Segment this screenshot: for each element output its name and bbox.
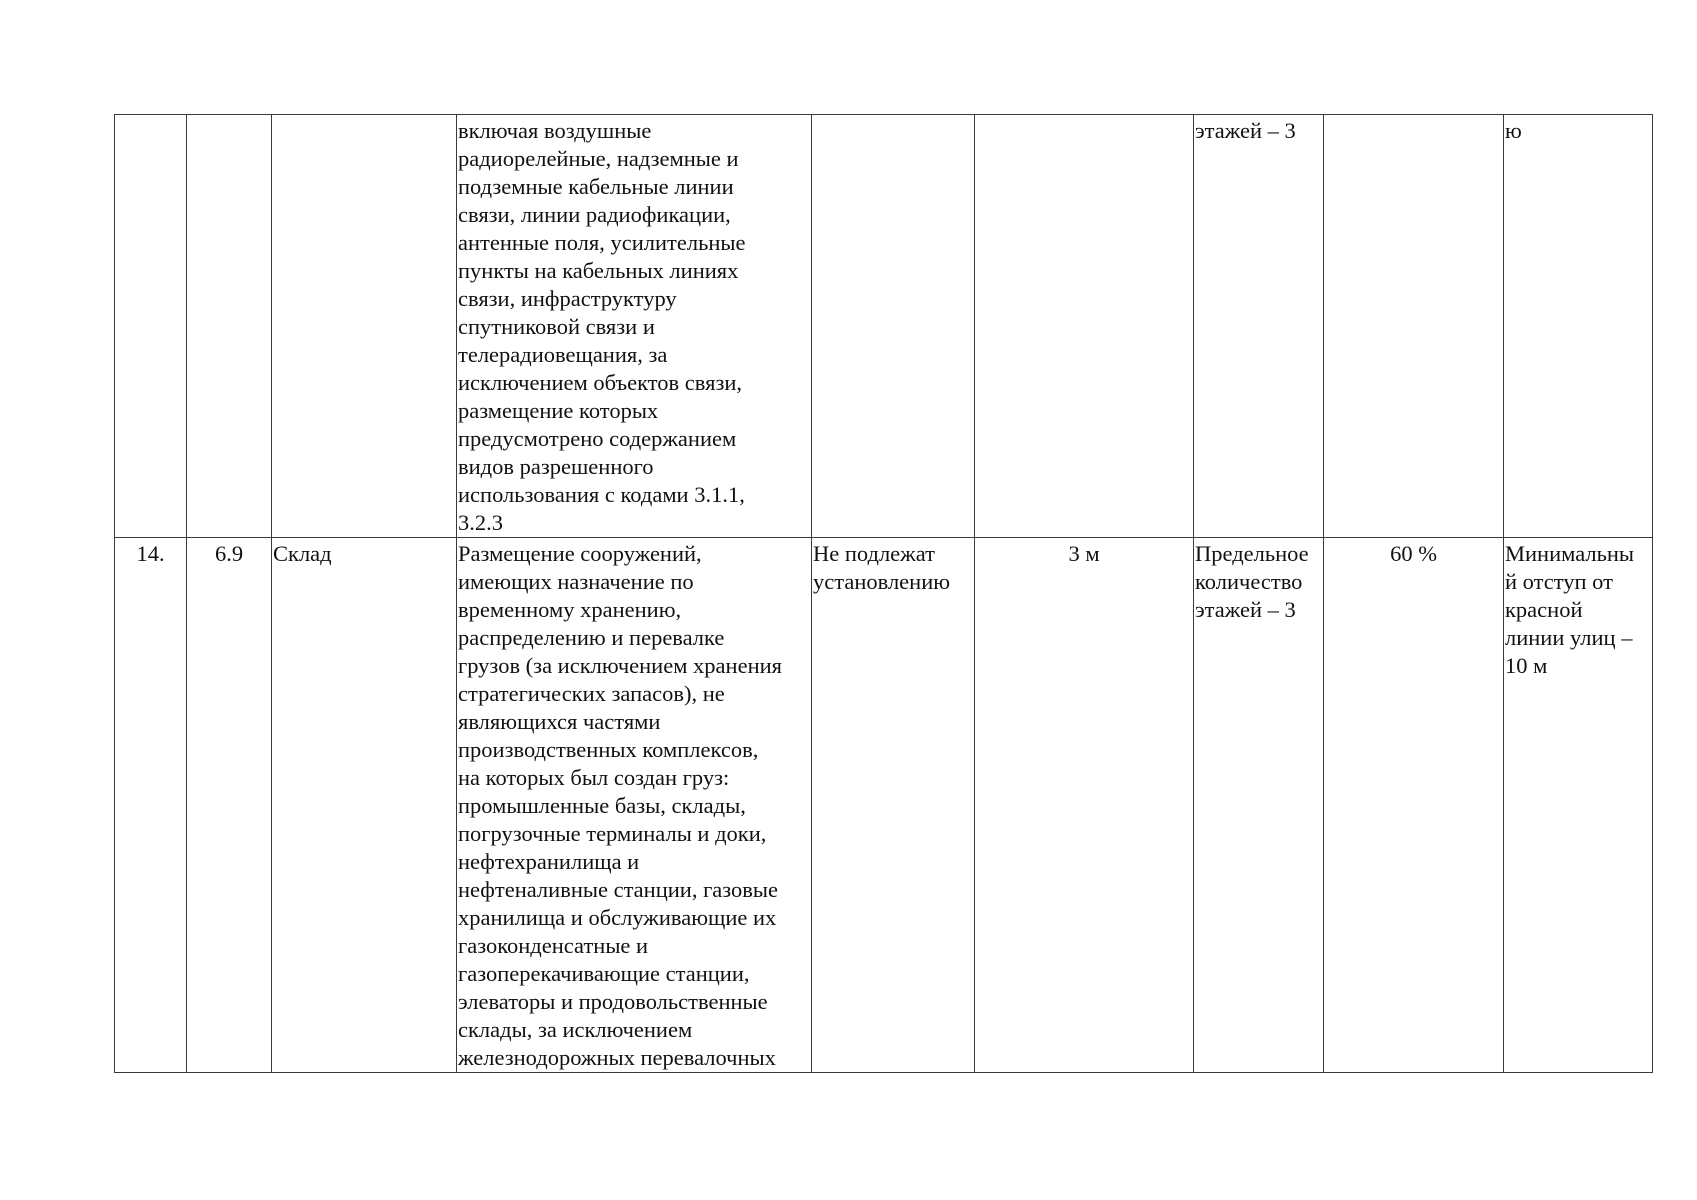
- cell-number: 14.: [115, 538, 187, 1073]
- cell-other-restrictions: Минимальны й отступ от красной линии улиц – 10 м: [1504, 538, 1653, 1073]
- cell-min-area: [812, 115, 975, 538]
- cell-use-code: [187, 115, 272, 538]
- cell-use-code: 6.9: [187, 538, 272, 1073]
- cell-setback: 3 м: [975, 538, 1194, 1073]
- cell-floors: Предельное количество этажей – 3: [1194, 538, 1324, 1073]
- cell-min-area: Не подлежат установлению: [812, 538, 975, 1073]
- cell-number: [115, 115, 187, 538]
- zoning-regulations-table: [114, 114, 1653, 1073]
- cell-floors: этажей – 3: [1194, 115, 1324, 538]
- cell-use-description: включая воздушные радиорелейные, надземные и подземные кабельные линии связи, линии радиофикации, антенные поля, усилительные пункты на кабельных линиях связи, инфраструктуру спутниковой связи и телерадиовещания, за исключением объектов связи, размещение которых предусмотрено содержанием видов разрешенного использования с кодами 3.1.1, 3.2.3: [457, 115, 812, 538]
- table-row: [115, 538, 1653, 1073]
- cell-use-name: [272, 115, 457, 538]
- cell-coverage: 60 %: [1324, 538, 1504, 1073]
- cell-coverage: [1324, 115, 1504, 538]
- table-row: [115, 115, 1653, 538]
- cell-use-description: Размещение сооружений, имеющих назначение по временному хранению, распределению и перевалке грузов (за исключением хранения стратегических запасов), не являющихся частями производственных комплексов, на которых был создан груз: промышленные базы, склады, погрузочные терминалы и доки, нефтехранилища и нефтеналивные станции, газовые хранилища и обслуживающие их газоконденсатные и газоперекачивающие станции, элеваторы и продовольственные склады, за исключением железнодорожных перевалочных: [457, 538, 812, 1073]
- cell-setback: [975, 115, 1194, 538]
- cell-use-name: Склад: [272, 538, 457, 1073]
- cell-other-restrictions: ю: [1504, 115, 1653, 538]
